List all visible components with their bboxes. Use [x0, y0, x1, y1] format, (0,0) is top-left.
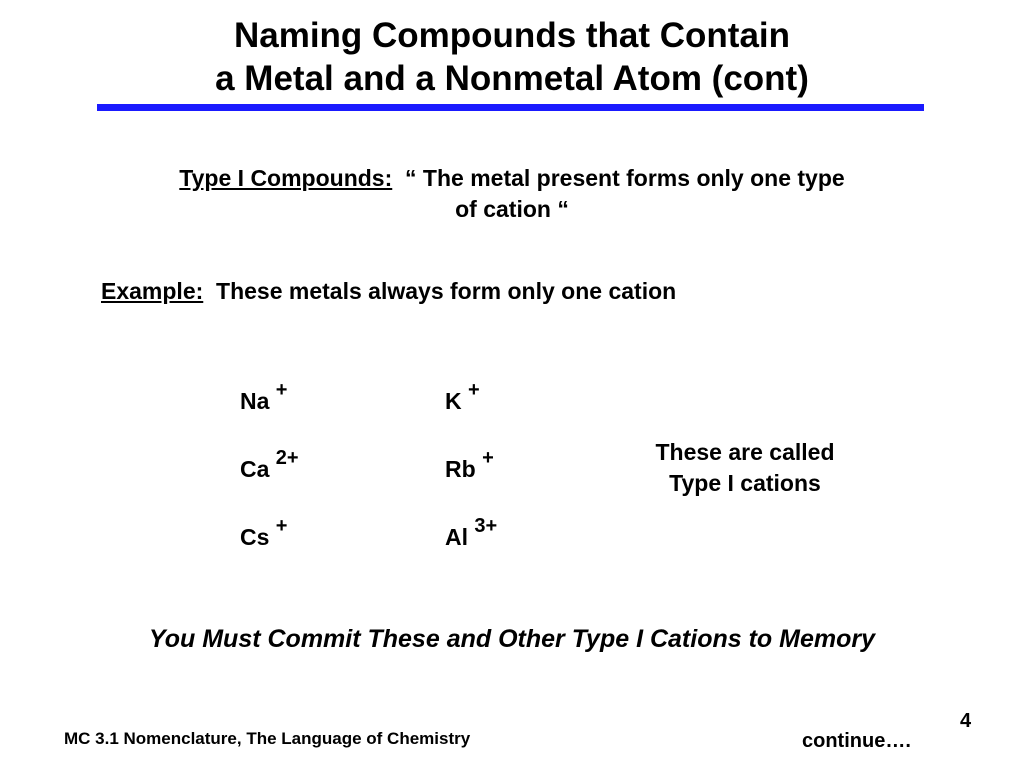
cation-ca	[240, 447, 299, 483]
example-label: Example:	[101, 278, 204, 304]
continue-label: continue….	[802, 730, 911, 752]
definition-text-line-2: of cation “	[455, 196, 569, 222]
cation-charge: +	[482, 447, 494, 470]
example-line	[101, 276, 676, 307]
cation-charge: +	[275, 515, 288, 538]
title-divider	[97, 104, 924, 111]
cation-cs	[240, 515, 288, 551]
cation-symbol: Ca	[240, 456, 270, 482]
cation-k	[445, 379, 480, 415]
definition-line-1	[40, 163, 984, 194]
footer-course-title: MC 3.1 Nomenclature, The Language of Chemistry	[64, 729, 471, 748]
cation-charge: +	[275, 379, 288, 402]
example-text: These metals always form only one cation	[216, 278, 677, 304]
cation-symbol: Na	[240, 388, 270, 414]
cation-symbol: Al	[445, 524, 468, 550]
cation-symbol: K	[445, 388, 462, 414]
cation-charge: 3+	[474, 515, 498, 538]
cation-na	[240, 379, 288, 415]
slide-title-line-2: a Metal and a Nonmetal Atom (cont)	[215, 59, 809, 98]
memory-note: You Must Commit These and Other Type I Cations to Memory	[148, 625, 875, 653]
callout-line-1: These are called	[655, 439, 835, 465]
slide-title-line-1: Naming Compounds that Contain	[233, 16, 791, 55]
cation-charge: +	[468, 379, 480, 402]
type-i-definition	[40, 163, 984, 225]
type-i-callout	[600, 437, 890, 499]
page-number: 4	[960, 710, 972, 732]
definition-label: Type I Compounds:	[179, 165, 393, 191]
definition-text-line-1: “ The metal present forms only one type	[405, 165, 845, 191]
slide-title	[0, 14, 1024, 100]
cation-charge: 2+	[275, 447, 299, 470]
callout-line-2: Type I cations	[669, 470, 821, 496]
cation-rb	[445, 447, 494, 483]
cation-symbol: Rb	[445, 456, 476, 482]
cation-symbol: Cs	[240, 524, 270, 550]
cation-al	[445, 515, 498, 551]
